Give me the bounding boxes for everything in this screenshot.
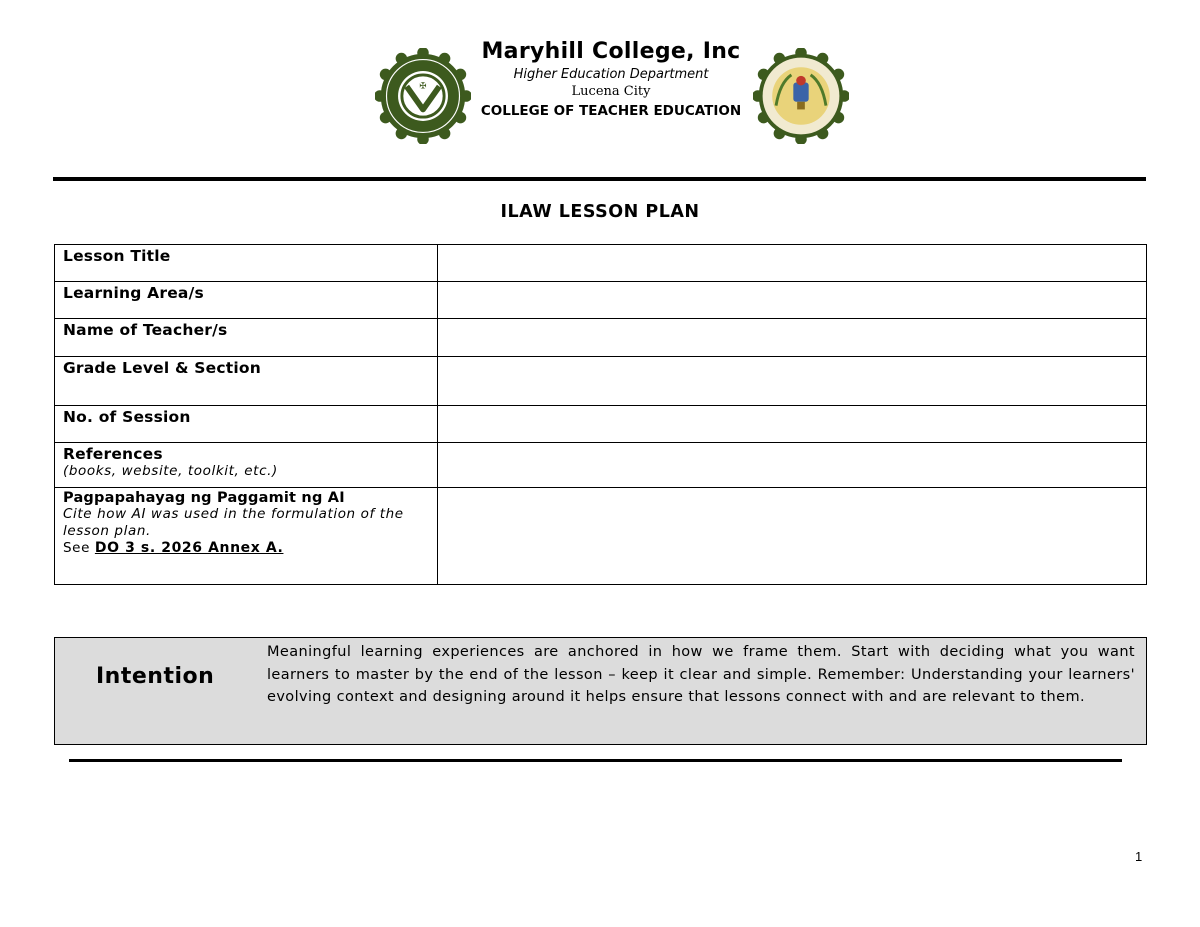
header-divider [53, 177, 1146, 181]
ai-disclosure-label: Pagpapahayag ng Paggamit ng AI [63, 490, 345, 506]
footer-divider [69, 759, 1122, 762]
grade-level-value[interactable] [438, 357, 1147, 406]
table-row [55, 443, 1147, 488]
table-row [55, 406, 1147, 443]
lesson-title-label: Lesson Title [63, 247, 171, 265]
page-number: 1 [1135, 849, 1143, 864]
see-prefix: See [63, 540, 90, 556]
teacher-name-label: Name of Teacher/s [63, 321, 228, 339]
grade-level-label: Grade Level & Section [63, 359, 261, 377]
document-title: ILAW LESSON PLAN [500, 202, 700, 222]
college-name: Maryhill College, Inc [481, 39, 741, 64]
table-row [55, 488, 1147, 585]
table-row [55, 245, 1147, 282]
references-value[interactable] [438, 443, 1147, 488]
teacher-name-value[interactable] [438, 319, 1147, 357]
annex-reference-link[interactable]: DO 3 s. 2026 Annex A. [94, 540, 284, 556]
ai-disclosure-value[interactable] [438, 488, 1147, 585]
table-row [55, 282, 1147, 319]
references-hint: (books, website, toolkit, etc.) [63, 463, 278, 479]
learning-area-value[interactable] [438, 282, 1147, 319]
lesson-info-table [54, 244, 1147, 585]
teacher-education-seal-icon [753, 48, 849, 144]
intention-description: Meaningful learning experiences are anchored in how we frame them. Start with deciding what you want learners to master by the end of the lesson – keep it clear and simple. Remember: Understanding your learners' evolving context and designing around it helps ensure that lessons connect with and are relevant to them. [267, 644, 1135, 705]
letterhead [0, 38, 1200, 148]
maryhill-college-seal-icon [375, 48, 471, 144]
department-name: Higher Education Department [513, 67, 709, 82]
intention-box [54, 637, 1147, 745]
college-unit-name: COLLEGE OF TEACHER EDUCATION [480, 103, 742, 119]
svg-text:✠: ✠ [419, 81, 427, 92]
intention-label: Intention [96, 664, 215, 689]
lesson-title-value[interactable] [438, 245, 1147, 282]
city-name: Lucena City [571, 84, 651, 99]
learning-area-label: Learning Area/s [63, 284, 204, 302]
references-label: References [63, 445, 163, 463]
session-count-label: No. of Session [63, 408, 191, 426]
ai-disclosure-hint: Cite how AI was used in the formulation of the lesson plan. [63, 506, 404, 539]
session-count-value[interactable] [438, 406, 1147, 443]
table-row [55, 357, 1147, 406]
table-row [55, 319, 1147, 357]
